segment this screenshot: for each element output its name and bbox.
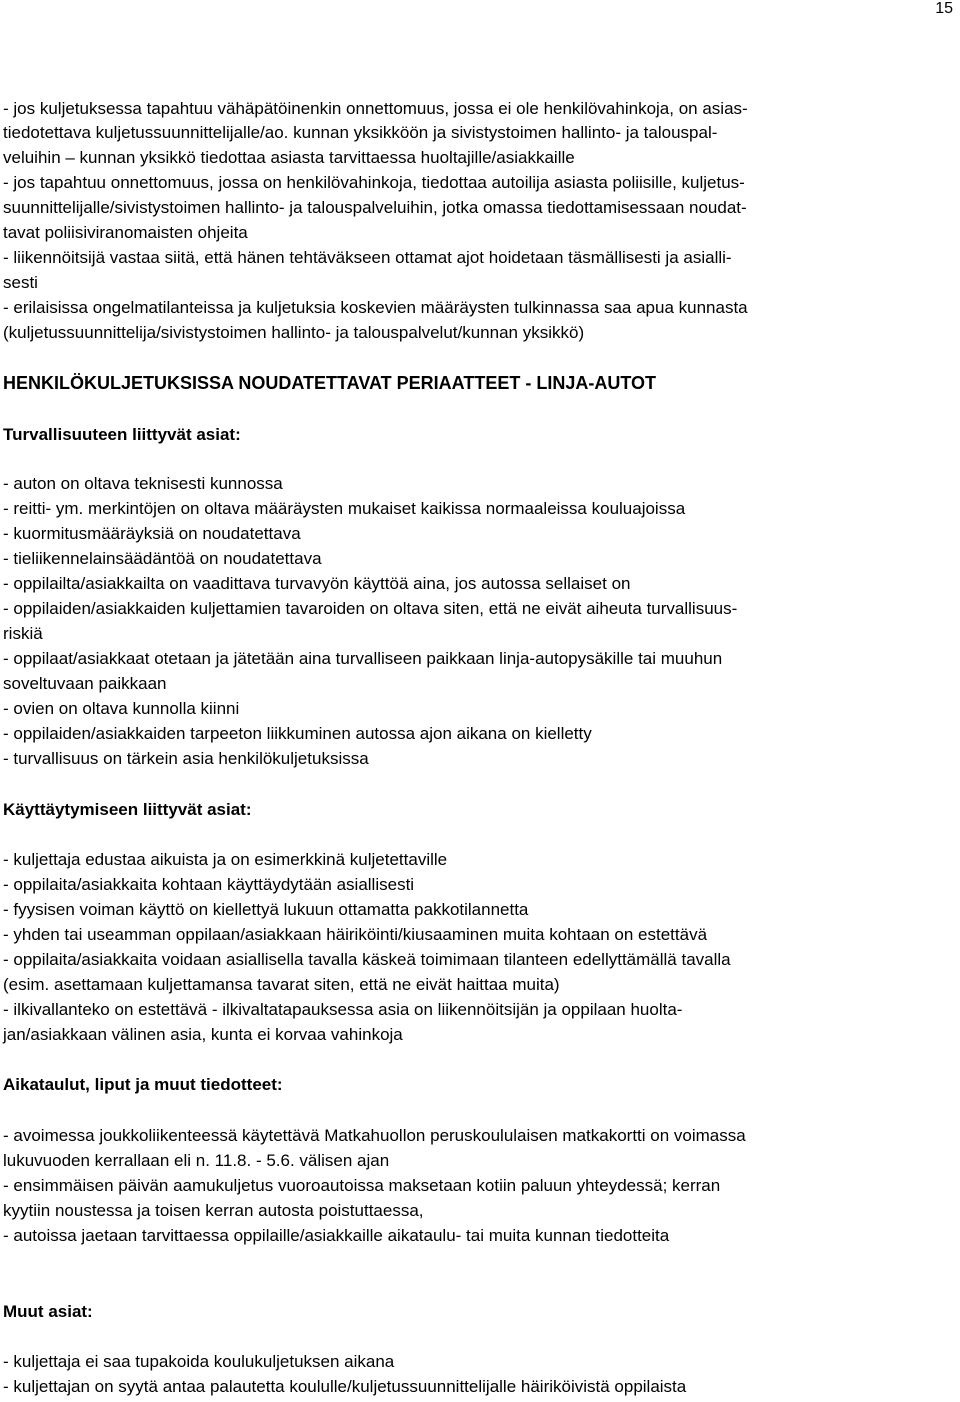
safety-line: riskiä [3, 624, 43, 643]
intro-line: tavat poliisiviranomaisten ohjeita [3, 223, 248, 242]
behavior-line: - fyysisen voiman käyttö on kiellettyä lukuun ottamatta pakkotilannetta [3, 900, 529, 919]
intro-line: - jos tapahtuu onnettomuus, jossa on henkilövahinkoja, tiedottaa autoilija asiasta poliisille, kuljetus- [3, 173, 745, 192]
schedules-line: - avoimessa joukkoliikenteessä käytettävä Matkahuollon peruskoululaisen matkakortti on voimassa [3, 1126, 746, 1145]
other-line: - kuljettaja ei saa tupakoida koulukuljetuksen aikana [3, 1352, 395, 1371]
safety-line: soveltuvaan paikkaan [3, 674, 167, 693]
behavior-line: - ilkivallanteko on estettävä - ilkivaltatapauksessa asia on liikennöitsijän ja oppilaan huolta- [3, 1000, 683, 1019]
schedules-line: - ensimmäisen päivän aamukuljetus vuoroautoissa maksetaan kotiin paluun yhteydessä; kerran [3, 1176, 721, 1195]
intro-line: veluihin – kunnan yksikkö tiedottaa asiasta tarvittaessa huoltajille/asiakkaille [3, 148, 575, 167]
intro-line: tiedotettava kuljetussuunnittelijalle/ao. kunnan yksikköön ja sivistystoimen hallinto- ja talouspal- [3, 123, 718, 142]
behavior-heading: Käyttäytymiseen liittyvät asiat: [3, 800, 252, 819]
intro-line: - liikennöitsijä vastaa siitä, että hänen tehtäväkseen ottamat ajot hoidetaan täsmällisesti ja asialli- [3, 248, 732, 267]
page-number: 15 [935, 0, 953, 17]
other-heading: Muut asiat: [3, 1302, 93, 1321]
safety-line: - oppilaiden/asiakkaiden tarpeeton liikkuminen autossa ajon aikana on kielletty [3, 724, 592, 743]
intro-line: - erilaisissa ongelmatilanteissa ja kuljetuksia koskevien määräysten tulkinnassa saa apua kunnasta [3, 298, 748, 317]
safety-line: - ovien on oltava kunnolla kiinni [3, 699, 240, 718]
intro-line: - jos kuljetuksessa tapahtuu vähäpätöinenkin onnettomuus, jossa ei ole henkilövahinkoja, on asias- [3, 99, 748, 118]
schedules-line: - autoissa jaetaan tarvittaessa oppilaille/asiakkaille aikataulu- tai muita kunnan tiedotteita [3, 1226, 670, 1245]
safety-line: - oppilaiden/asiakkaiden kuljettamien tavaroiden on oltava siten, että ne eivät aiheuta turvallisuus- [3, 599, 738, 618]
behavior-line: jan/asiakkaan välinen asia, kunta ei korvaa vahinkoja [3, 1025, 403, 1044]
intro-line: sesti [3, 273, 38, 292]
safety-line: - reitti- ym. merkintöjen on oltava määräysten mukaiset kaikissa normaaleissa kouluajoissa [3, 499, 686, 518]
safety-line: - auton on oltava teknisesti kunnossa [3, 474, 283, 493]
main-heading: HENKILÖKULJETUKSISSA NOUDATETTAVAT PERIAATTEET - LINJA-AUTOT [3, 373, 656, 393]
intro-line: suunnittelijalle/sivistystoimen hallinto- ja talouspalveluihin, jotka omassa tiedottamisessaan noudat- [3, 198, 747, 217]
safety-line: - turvallisuus on tärkein asia henkilökuljetuksissa [3, 749, 369, 768]
safety-heading: Turvallisuuteen liittyvät asiat: [3, 425, 241, 444]
intro-line: (kuljetussuunnittelija/sivistystoimen hallinto- ja talouspalvelut/kunnan yksikkö) [3, 323, 585, 342]
safety-line: - oppilailta/asiakkailta on vaadittava turvavyön käyttöä aina, jos autossa sellaiset on [3, 574, 631, 593]
safety-line: - tieliikennelainsäädäntöä on noudatettava [3, 549, 322, 568]
behavior-line: - yhden tai useamman oppilaan/asiakkaan häiriköinti/kiusaaminen muita kohtaan on estettävä [3, 925, 708, 944]
safety-line: - kuormitusmääräyksiä on noudatettava [3, 524, 301, 543]
safety-line: - oppilaat/asiakkaat otetaan ja jätetään aina turvalliseen paikkaan linja-autopysäkille tai muuhun [3, 649, 723, 668]
schedules-heading: Aikataulut, liput ja muut tiedotteet: [3, 1075, 283, 1094]
behavior-line: - kuljettaja edustaa aikuista ja on esimerkkinä kuljetettaville [3, 850, 448, 869]
schedules-line: kyytiin noustessa ja toisen kerran autosta poistuttaessa, [3, 1201, 424, 1220]
behavior-line: (esim. asettamaan kuljettamansa tavarat siten, että ne eivät haittaa muita) [3, 975, 560, 994]
other-line: - kuljettajan on syytä antaa palautetta koululle/kuljetussuunnittelijalle häiriköivistä oppilaista [3, 1377, 687, 1396]
behavior-line: - oppilaita/asiakkaita voidaan asiallisella tavalla käskeä toimimaan tilanteen edellyttämällä tavalla [3, 950, 731, 969]
behavior-line: - oppilaita/asiakkaita kohtaan käyttäydytään asiallisesti [3, 875, 415, 894]
schedules-line: lukuvuoden kerrallaan eli n. 11.8. - 5.6. välisen ajan [3, 1151, 390, 1170]
